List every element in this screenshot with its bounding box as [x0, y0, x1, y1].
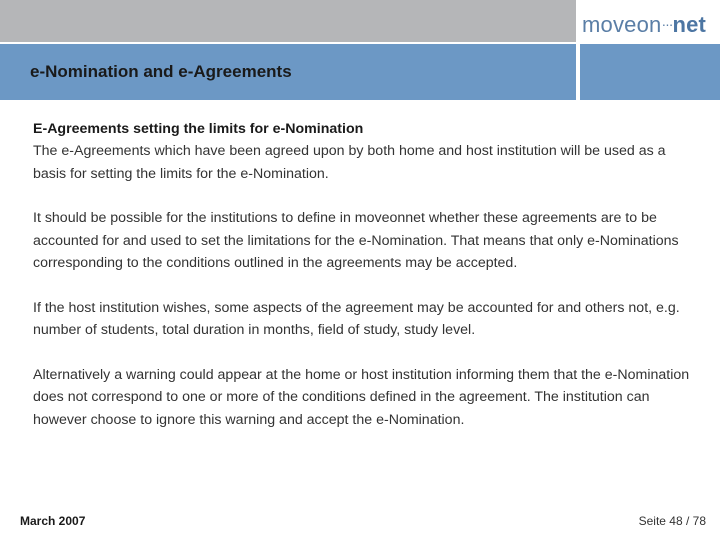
logo-suffix-text: net [672, 12, 707, 37]
logo-blue-block [580, 44, 720, 100]
paragraph-1: The e-Agreements which have been agreed upon by both home and host institution will be used as a basis for setting the limits for the e-Nomination. [33, 143, 666, 182]
header-vertical-divider [576, 0, 578, 100]
paragraph-3: If the host institution wishes, some aspects of the agreement may be accounted for and others not, e.g. number of students, total duration in months, field of study, study level. [33, 299, 680, 338]
logo-dots: ··· [661, 16, 673, 32]
header-gray-band [0, 0, 576, 42]
paragraph-2: It should be possible for the institutions to define in moveonnet whether these agreements are to be accounted for and used to set the limitations for the e-Nomination. That means that only e-Nominations corresponding to the conditions outlined in the agreements may be accepted. [33, 210, 679, 271]
footer-date: March 2007 [20, 514, 86, 528]
page-title: e-Nomination and e-Agreements [30, 62, 292, 81]
slide-body [33, 119, 693, 453]
moveonnet-logo [582, 12, 706, 38]
logo-main-text: moveon [582, 12, 662, 37]
section-subtitle: E-Agreements setting the limits for e-Nomination [33, 121, 364, 137]
footer-page-number: Seite 48 / 78 [638, 514, 706, 528]
paragraph-4: Alternatively a warning could appear at the home or host institution informing them that the e-Nomination does not correspond to one or more of the conditions defined in the agreement. The institution can however choose to ignore this warning and accept the e-Nomination. [33, 366, 690, 428]
